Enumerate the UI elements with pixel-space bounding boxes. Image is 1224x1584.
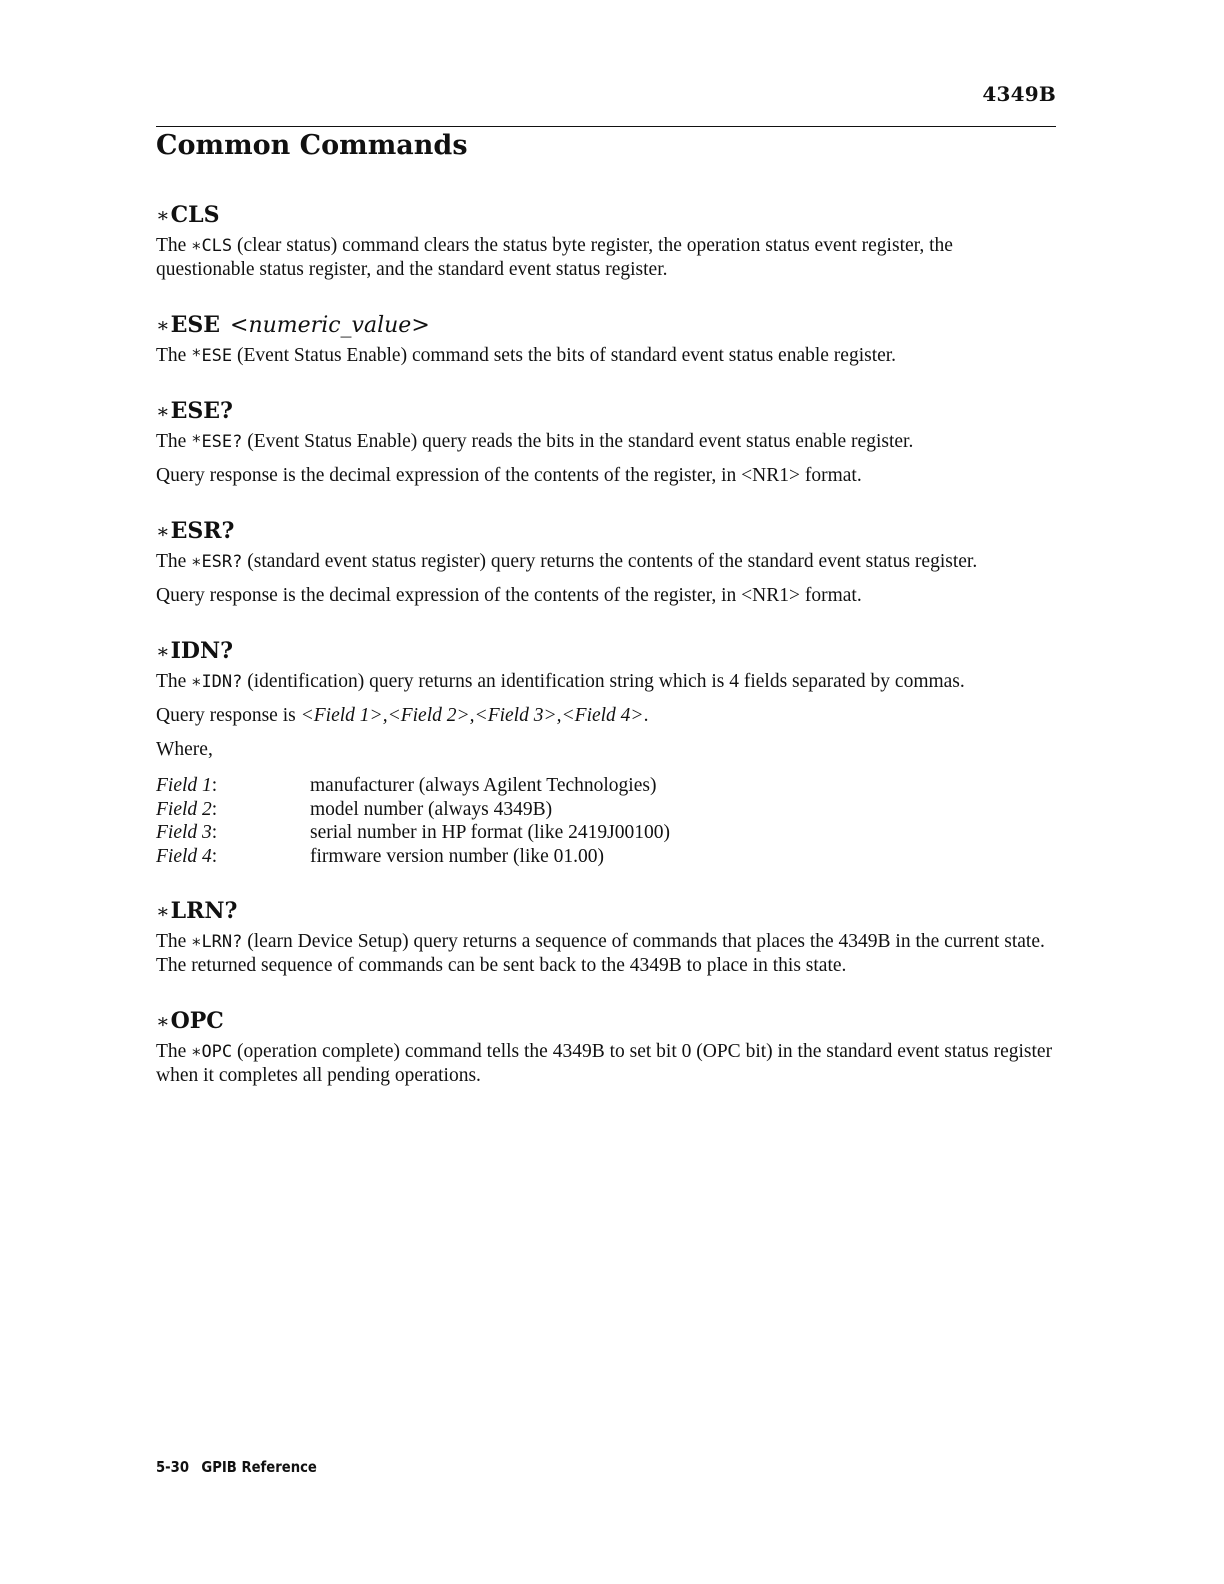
inline-code: *ESE? bbox=[191, 432, 243, 452]
paragraph bbox=[156, 670, 1056, 694]
text: The bbox=[156, 1041, 192, 1062]
inline-code: ∗ESR? bbox=[191, 552, 243, 572]
field-description: manufacturer (always Agilent Technologies) bbox=[310, 775, 657, 796]
field-label: Field 4 bbox=[156, 845, 212, 867]
field-description: serial number in HP format (like 2419J00100) bbox=[310, 822, 670, 843]
paragraph bbox=[156, 1040, 1056, 1088]
field-row bbox=[156, 774, 1056, 798]
header-rule bbox=[156, 126, 1056, 127]
inline-code: ∗CLS bbox=[191, 236, 233, 256]
colon: : bbox=[211, 822, 218, 843]
paragraph bbox=[156, 344, 1056, 368]
heading-ese-query bbox=[156, 396, 1056, 426]
paragraph bbox=[156, 430, 1056, 454]
heading-ese bbox=[156, 310, 1056, 340]
star-symbol: ∗ bbox=[156, 313, 170, 337]
section-lrn-query bbox=[156, 896, 1056, 978]
paragraph bbox=[156, 704, 1056, 728]
text: (operation complete) command tells the 4349B to set bit 0 (OPC bit) in the standard event status register when it completes all pending operations. bbox=[156, 1041, 1053, 1086]
heading-cls bbox=[156, 200, 1056, 230]
command-name: ESR? bbox=[170, 518, 235, 544]
text: The bbox=[156, 671, 192, 692]
document-page bbox=[156, 0, 1056, 1584]
text: (Event Status Enable) command sets the bits of standard event status enable register. bbox=[232, 345, 897, 366]
paragraph bbox=[156, 234, 1056, 282]
command-argument: <numeric_value> bbox=[230, 313, 430, 338]
field-description: model number (always 4349B) bbox=[310, 798, 553, 820]
text: (standard event status register) query returns the contents of the standard event status register. bbox=[242, 551, 978, 572]
star-symbol: ∗ bbox=[156, 519, 170, 543]
text: (clear status) command clears the status byte register, the operation status event register, the questionable status register, and the standard event status register. bbox=[156, 235, 953, 280]
text: The bbox=[156, 551, 192, 572]
section-ese bbox=[156, 310, 1056, 368]
star-symbol: ∗ bbox=[156, 399, 170, 423]
field-name bbox=[156, 774, 310, 798]
field-description: firmware version number (like 01.00) bbox=[310, 845, 605, 867]
field-definitions bbox=[156, 774, 1056, 868]
text: (learn Device Setup) query returns a sequence of commands that places the 4349B in the current state. The returned sequence of commands can be sent back to the 4349B to place in this state. bbox=[156, 931, 1045, 976]
where-label: Where, bbox=[156, 739, 213, 760]
command-name: IDN? bbox=[170, 638, 233, 664]
text: The bbox=[156, 345, 192, 366]
inline-code: ∗OPC bbox=[191, 1042, 233, 1062]
heading-idn-query bbox=[156, 636, 1056, 666]
inline-code: ∗IDN? bbox=[191, 672, 243, 692]
paragraph bbox=[156, 550, 1056, 574]
text: The bbox=[156, 235, 192, 256]
star-symbol: ∗ bbox=[156, 203, 170, 227]
text: (identification) query returns an identification string which is 4 fields separated by commas. bbox=[242, 671, 965, 692]
heading-opc bbox=[156, 1006, 1056, 1036]
text: The bbox=[156, 431, 192, 452]
field-label: Field 2 bbox=[156, 798, 212, 820]
field-row bbox=[156, 821, 1056, 845]
field-list: <Field 1>,<Field 2>,<Field 3>,<Field 4> bbox=[300, 705, 644, 726]
section-esr-query bbox=[156, 516, 1056, 608]
command-name: ESE? bbox=[170, 398, 233, 424]
field-name bbox=[156, 845, 310, 869]
paragraph: Query response is the decimal expression of the contents of the register, in <NR1> format. bbox=[156, 585, 862, 606]
field-row bbox=[156, 798, 1056, 822]
text: (Event Status Enable) query reads the bits in the standard event status enable register. bbox=[242, 431, 914, 452]
command-name: OPC bbox=[170, 1008, 224, 1034]
text: Query response is bbox=[156, 705, 301, 726]
page-number: 5-30 bbox=[156, 1458, 190, 1476]
text: The bbox=[156, 931, 192, 952]
content bbox=[156, 200, 1056, 1116]
chapter-title: Common Commands bbox=[156, 130, 468, 161]
paragraph bbox=[156, 930, 1056, 978]
field-label: Field 3 bbox=[156, 822, 212, 843]
field-name bbox=[156, 798, 310, 822]
field-row bbox=[156, 845, 1056, 869]
field-label: Field 1 bbox=[156, 775, 212, 796]
inline-code: ∗LRN? bbox=[191, 932, 243, 952]
star-symbol: ∗ bbox=[156, 899, 170, 923]
star-symbol: ∗ bbox=[156, 1009, 170, 1033]
command-name: CLS bbox=[170, 202, 220, 228]
text: . bbox=[643, 705, 649, 726]
paragraph: Query response is the decimal expression of the contents of the register, in <NR1> format. bbox=[156, 465, 862, 486]
command-name: ESE bbox=[170, 312, 221, 338]
star-symbol: ∗ bbox=[156, 639, 170, 663]
colon: : bbox=[211, 845, 218, 867]
footer-section-title: GPIB Reference bbox=[201, 1458, 317, 1476]
inline-code: *ESE bbox=[191, 346, 233, 366]
heading-lrn-query bbox=[156, 896, 1056, 926]
command-name: LRN? bbox=[170, 898, 238, 924]
heading-esr-query bbox=[156, 516, 1056, 546]
colon: : bbox=[211, 798, 218, 820]
section-ese-query bbox=[156, 396, 1056, 488]
section-idn-query bbox=[156, 636, 1056, 868]
section-opc bbox=[156, 1006, 1056, 1088]
running-head-model: 4349B bbox=[982, 82, 1056, 106]
field-name bbox=[156, 821, 310, 845]
section-cls bbox=[156, 200, 1056, 282]
colon: : bbox=[211, 775, 218, 796]
page-footer bbox=[156, 1458, 317, 1476]
